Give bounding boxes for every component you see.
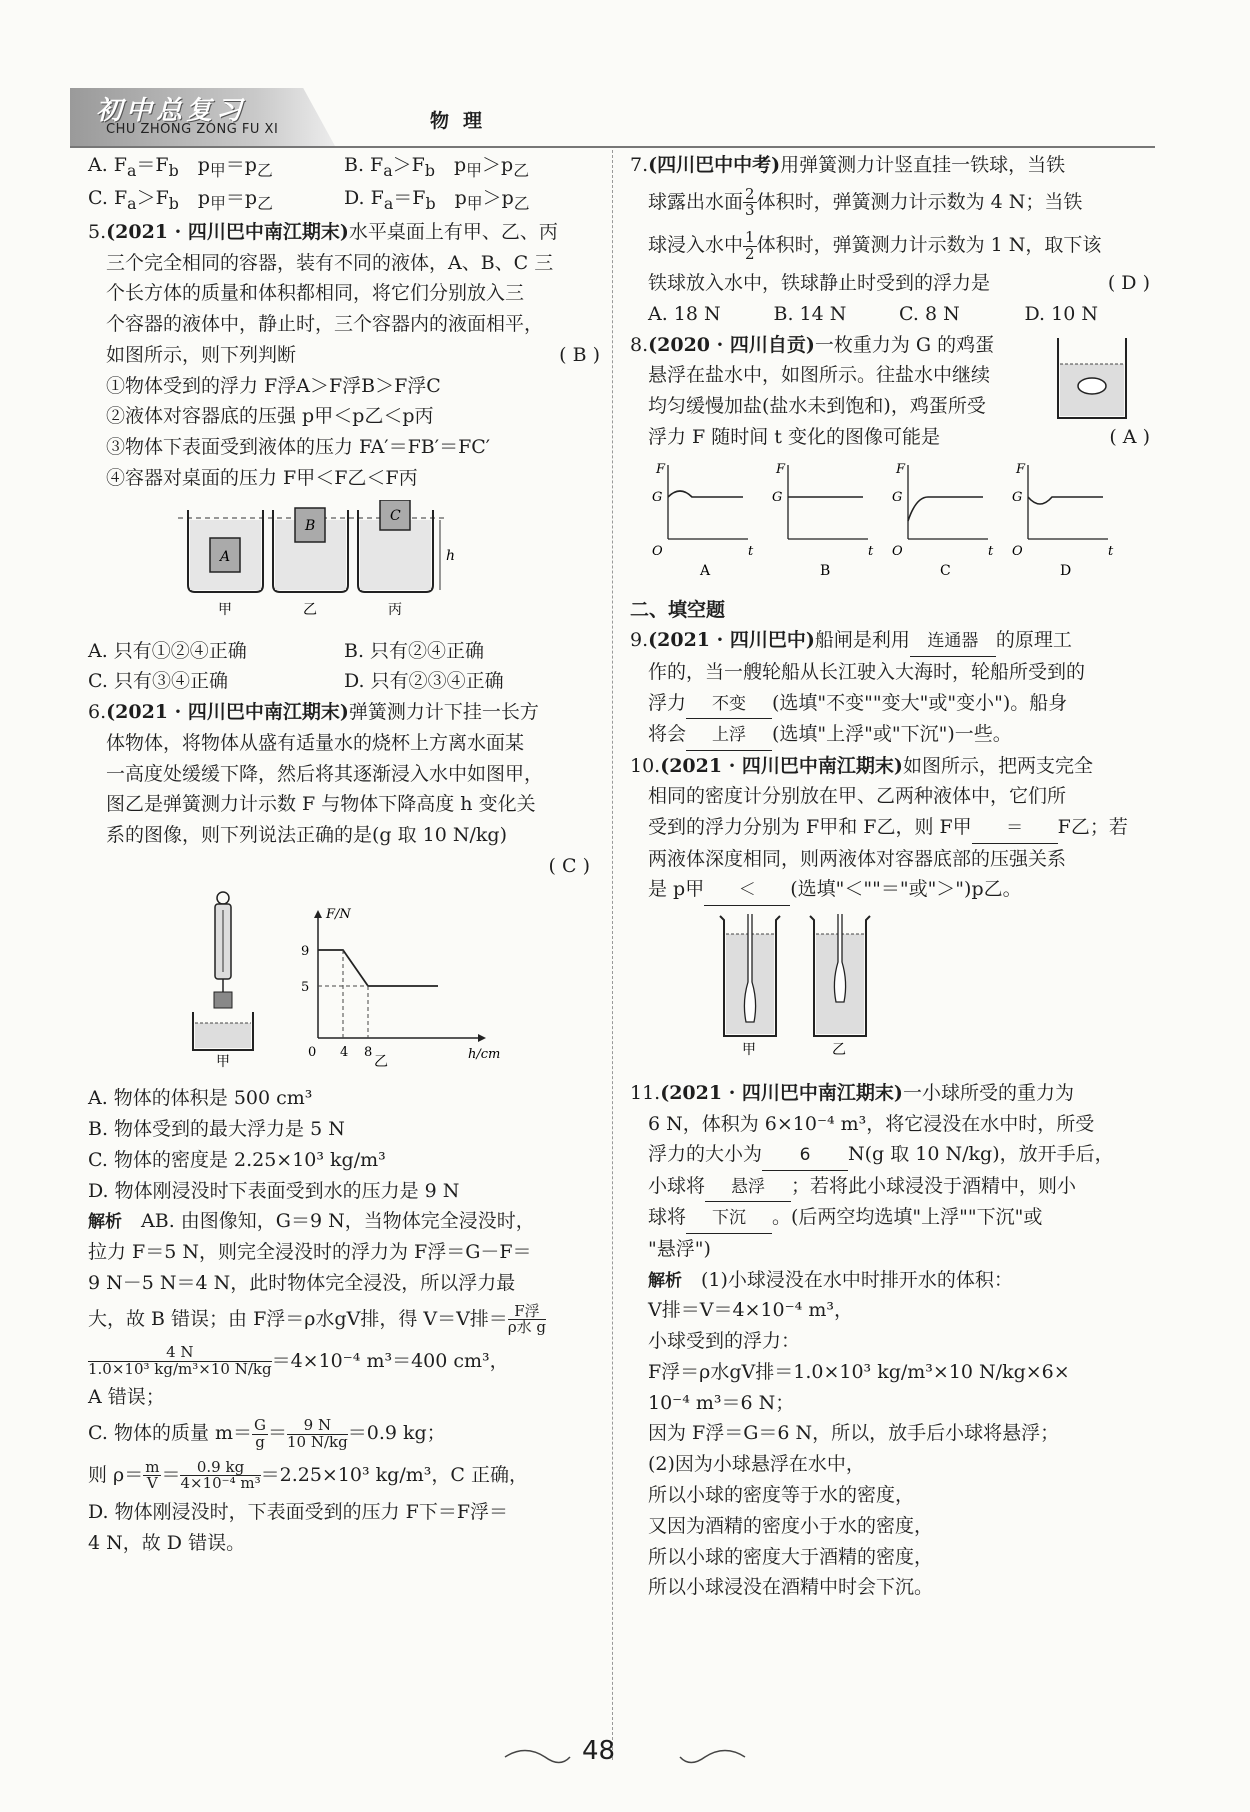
q6-beaker: [193, 1012, 253, 1050]
svg-text:C: C: [940, 562, 951, 579]
q6-line1: 6.(2021 · 四川巴中南江期末)弹簧测力计下挂一长方: [88, 701, 539, 724]
q11-jiexi-line9: 又因为酒精的密度小于水的密度，: [648, 1514, 934, 1537]
q6-jiexi-line2: 拉力 F＝5 N，则完全浸没时的浮力为 F浮＝G－F＝: [88, 1241, 532, 1264]
q11-jiexi-line3: 小球受到的浮力：: [648, 1330, 801, 1353]
q8-graph-a: [652, 462, 754, 579]
q5-container-yi: [273, 508, 348, 592]
q5-option-c: C. 只有③④正确: [88, 670, 228, 693]
svg-text:G: G: [1012, 489, 1023, 505]
svg-text:丙: 丙: [388, 601, 402, 618]
q8-line3: 均匀缓慢加盐(盐水未到饱和)，鸡蛋所受: [648, 395, 986, 418]
q6-jiexi-line3: 9 N－5 N＝4 N，此时物体完全浸没，所以浮力最: [88, 1272, 516, 1295]
q9-source: (2021 · 四川巴中): [648, 629, 815, 652]
q6-answer-line: [88, 851, 600, 882]
q11-jiexi-line11: 所以小球浸没在酒精中时会下沉。: [648, 1576, 934, 1599]
q6-line4: 图乙是弹簧测力计示数 F 与物体下降高度 h 变化关: [106, 793, 536, 816]
svg-text:5: 5: [301, 979, 310, 995]
q10-line3: 受到的浮力分别为 F甲和 F乙，则 F甲 ＝ F乙；若: [630, 812, 1150, 844]
column-divider: [612, 150, 613, 1760]
svg-text:A: A: [220, 548, 231, 565]
q5-statement-1: ①物体受到的浮力 F浮A＞F浮B＞F浮C: [106, 374, 441, 397]
q6-frac-rho: $\frac{m}{V}$: [145, 1457, 160, 1493]
q5-option-a: A. 只有①②④正确: [88, 639, 247, 662]
q6-block: [214, 992, 232, 1008]
q8-egg: [1078, 378, 1106, 394]
q6-jiexi-line8: 则 ρ＝ $\frac{m}{V}$ ＝ $\frac{0.9 kg}{\text{4×10⁻⁴ m³}}$ ＝2.25×10³ kg/m³，C 正确，: [88, 1457, 528, 1493]
q5-container-bing: [358, 500, 433, 592]
svg-text:B: B: [820, 562, 831, 579]
right-column: [630, 150, 1150, 1603]
q11-jiexi-line2: V排＝V＝4×10⁻⁴ m³，: [648, 1299, 853, 1322]
q6-diagram: [188, 888, 528, 1068]
q9-line3: 浮力 不变 (选填"不变""变大"或"变小")。船身: [630, 688, 1150, 720]
q6-jiexi-line9: D. 物体刚浸没时，下表面受到的压力 F下＝F浮＝: [88, 1500, 509, 1523]
svg-text:8: 8: [364, 1044, 373, 1060]
svg-text:B: B: [305, 517, 316, 534]
q10-line4: 两液体深度相同，则两液体对容器底部的压强关系: [648, 847, 1067, 870]
q11-jiexi-line6: 因为 F浮＝G＝6 N，所以，放手后小球将悬浮；: [648, 1422, 1060, 1445]
q6-frac-rho2: $\frac{0.9 kg}{\text{4×10⁻⁴ m³}}$: [180, 1457, 261, 1493]
q11-blank-2: 悬浮: [705, 1174, 791, 1203]
q8-answer: ( A ): [1109, 425, 1150, 448]
banner-title: 初中总复习: [96, 96, 247, 126]
q4-option-d: D. $F_a=F_b$ $p_甲>p_乙$: [344, 187, 530, 214]
q4-option-c: C. $F_a>F_b$ $p_甲=p_乙$: [88, 187, 273, 214]
q8-line4: 浮力 F 随时间 t 变化的图像可能是 ( A ): [630, 422, 1150, 453]
q6-line3: 一高度处缓缓下降，然后将其逐渐浸入水中如图甲，: [106, 762, 544, 785]
svg-text:乙: 乙: [374, 1053, 388, 1068]
svg-text:O: O: [1012, 543, 1023, 559]
svg-text:h: h: [446, 547, 456, 564]
svg-text:乙: 乙: [832, 1041, 846, 1058]
svg-text:t: t: [868, 543, 874, 559]
svg-text:O: O: [652, 543, 663, 559]
q11-jiexi-label: 解析: [648, 1270, 682, 1291]
section-fill-in-title: 二、填空题: [630, 598, 726, 621]
svg-text:G: G: [772, 489, 783, 505]
q6-option-a: A. 物体的体积是 500 cm³: [88, 1087, 313, 1110]
svg-text:F: F: [656, 461, 666, 477]
q5-answer: ( B ): [559, 343, 600, 366]
q11-line4: 小球将 悬浮 ；若将此小球浸没于酒精中，则小: [630, 1171, 1150, 1203]
q9-line4: 将会 上浮 (选填"上浮"或"下沉")一些。: [630, 719, 1150, 751]
q6-option-c: C. 物体的密度是 2.25×10³ kg/m³: [88, 1148, 386, 1171]
svg-text:t: t: [988, 543, 994, 559]
q8-graphs: [630, 459, 1150, 589]
q7-option-c: C. 8 N: [899, 302, 960, 325]
q6-line2: 体物体，将物体从盛有适量水的烧杯上方离水面某: [106, 731, 525, 754]
svg-text:甲: 甲: [742, 1041, 756, 1058]
svg-text:0: 0: [308, 1044, 317, 1060]
q7-option-d: D. 10 N: [1024, 302, 1098, 325]
q5-line3: 个长方体的质量和体积都相同，将它们分别放入三: [106, 282, 525, 305]
svg-text:乙: 乙: [303, 601, 317, 618]
footer-ornament: [500, 1742, 750, 1772]
q6-jiexi-line4: 大，故 B 错误；由 F浮＝ρ水gV排，得 V＝V排＝ $\frac{\text{F浮}}{\text{ρ水 g}}$: [88, 1301, 547, 1337]
q9-blank-3: 上浮: [686, 722, 772, 751]
q11-source: (2021 · 四川巴中南江期末): [660, 1081, 903, 1104]
q5-container-jia: [188, 510, 263, 592]
q5-options-row2: [88, 666, 600, 697]
q7-source: (四川巴中中考): [648, 154, 781, 176]
q7-line1: 7.(四川巴中中考)用弹簧测力计竖直挂一铁球，当铁: [630, 154, 1066, 176]
q6-jiexi-line6: A 错误；: [88, 1386, 165, 1409]
q10-figure: [630, 912, 1150, 1072]
svg-text:F/N: F/N: [326, 906, 351, 922]
q8-beaker-egg: [1052, 334, 1132, 424]
q5-line5: 如图所示，则下列判断 ( B ): [88, 340, 600, 371]
q9-line1: 9.(2021 · 四川巴中)船闸是利用 连通器 的原理工: [630, 625, 1150, 657]
q6-line5: 系的图像，则下列说法正确的是(g 取 10 N/kg): [106, 824, 507, 847]
q10-hydrometer-diagram: [710, 912, 910, 1062]
svg-text:甲: 甲: [218, 601, 232, 618]
left-column: [88, 150, 600, 1558]
svg-text:4: 4: [340, 1044, 349, 1060]
q11-jiexi-line4: F浮＝ρ水gV排＝1.0×10³ kg/m³×10 N/kg×6×: [648, 1360, 1070, 1383]
q5-statement-4: ④容器对桌面的压力 F甲＜F乙＜F丙: [106, 467, 418, 489]
svg-text:t: t: [1108, 543, 1114, 559]
q4-option-b: B. $F_a>F_b$ $p_甲>p_乙$: [344, 154, 530, 180]
q9-blank-1: 连通器: [910, 628, 996, 657]
q7-line2: 球露出水面 $\frac{2}{3}$ 体积时，弹簧测力计示数为 4 N；当铁: [648, 184, 1083, 220]
svg-text:O: O: [892, 543, 903, 559]
banner-subtitle: CHU ZHONG ZONG FU XI: [106, 122, 279, 137]
q8-line1: 8.(2020 · 四川自贡)一枚重力为 G 的鸡蛋: [630, 333, 995, 356]
q10-source: (2021 · 四川巴中南江期末): [660, 754, 903, 777]
q7-answer: ( D ): [1107, 272, 1150, 295]
q10-line1: 10.(2021 · 四川巴中南江期末)如图所示，把两支完全: [630, 754, 1093, 777]
q8-source: (2020 · 四川自贡): [648, 333, 815, 356]
q6-jiexi-line10: 4 N，故 D 错误。: [88, 1531, 246, 1554]
header-rule: [70, 146, 1155, 148]
q4-options-row1: [88, 150, 600, 183]
q8-graph-d: [1012, 462, 1114, 579]
svg-text:h/cm: h/cm: [468, 1046, 501, 1062]
svg-text:9: 9: [301, 943, 310, 959]
q5-statement-3: ③物体下表面受到液体的压力 FA′＝FB′＝FC′: [106, 436, 491, 459]
q8-graph-c: [892, 462, 994, 579]
q6-frac-fv: $\frac{\text{F浮}}{\text{ρ水 g}}$: [507, 1301, 547, 1337]
q11-line1: 11.(2021 · 四川巴中南江期末)一小球所受的重力为: [630, 1081, 1074, 1104]
q7-line4: 铁球放入水中，铁球静止时受到的浮力是 ( D ): [630, 268, 1150, 299]
q10-line5: 是 p甲 ＜ (选填"＜""＝"或"＞")p乙。: [630, 874, 1150, 906]
q11-line6: "悬浮"): [648, 1237, 711, 1260]
q5-statement-2: ②液体对容器底的压强 p甲＜p乙＜p丙: [106, 405, 434, 428]
q11-blank-3: 下沉: [686, 1205, 772, 1234]
q6-jiexi-line5: $\frac{4 N}{\text{1.0×10³ kg/m³×10 N/kg}}$ ＝4×10⁻⁴ m³＝400 cm³，: [88, 1343, 509, 1379]
svg-text:G: G: [652, 489, 663, 505]
q10-cylinder-jia: [720, 914, 780, 1058]
q9-line2: 作的，当一艘轮船从长江驶入大海时，轮船所受到的: [648, 660, 1086, 683]
q5-option-d: D. 只有②③④正确: [344, 670, 504, 693]
q5-figure: [88, 500, 600, 630]
q6-spring-scale: [214, 892, 232, 1008]
q7-frac-2-3: $\frac{2}{3}$: [745, 184, 755, 220]
q6-jiexi-label: 解析: [88, 1212, 122, 1233]
q6-frac-m: $\frac{G}{g}$: [254, 1415, 266, 1451]
q11-jiexi-line5: 10⁻⁴ m³＝6 N；: [648, 1391, 795, 1414]
svg-text:A: A: [700, 562, 711, 579]
q6-jiexi-line1: 解析 AB. 由图像知，G＝9 N，当物体完全浸没时，: [88, 1210, 535, 1233]
q8-block: [630, 330, 1150, 453]
svg-text:C: C: [390, 507, 401, 524]
q11-line5: 球将 下沉 。(后两空均选填"上浮""下沉"或: [630, 1202, 1150, 1234]
q4-options-row2: [88, 183, 600, 216]
q11-jiexi-line1: 解析 (1)小球浸没在水中时排开水的体积：: [648, 1268, 1013, 1291]
q6-graph-line: [318, 950, 438, 986]
q10-blank-1: ＝: [972, 815, 1058, 844]
q6-jiexi-line7: C. 物体的质量 m＝ $\frac{G}{g}$ ＝ $\frac{9 N}{10 N/kg}$ ＝0.9 kg；: [88, 1415, 446, 1451]
q5-option-b: B. 只有②④正确: [344, 639, 485, 662]
q6-answer: ( C ): [548, 854, 590, 877]
q7-options: [630, 299, 1150, 330]
q5-containers-diagram: [178, 500, 478, 620]
q5-line4: 个容器的液体中，静止时，三个容器内的液面相平，: [106, 313, 544, 336]
q7-option-a: A. 18 N: [648, 302, 721, 325]
svg-text:G: G: [892, 489, 903, 505]
q11-jiexi-line8: 所以小球的密度等于水的密度，: [648, 1484, 915, 1506]
q6-graph: [301, 907, 500, 1068]
q6-figure: [88, 888, 600, 1078]
q11-jiexi-line7: (2)因为小球悬浮在水中，: [648, 1453, 865, 1476]
q6-frac-m2: $\frac{9 N}{10 N/kg}$: [287, 1415, 348, 1451]
page-number: 48: [582, 1736, 616, 1766]
q8-graph-options: [638, 459, 1138, 579]
svg-text:F: F: [776, 461, 786, 477]
q6-frac-big: $\frac{4 N}{\text{1.0×10³ kg/m³×10 N/kg}}$: [88, 1343, 272, 1379]
q8-graph-b: [772, 462, 874, 579]
q7-line3: 球浸入水中 $\frac{1}{2}$ 体积时，弹簧测力计示数为 1 N，取下该: [648, 228, 1102, 263]
q11-line3: 浮力的大小为 6 N(g 取 10 N/kg)，放开手后，: [630, 1139, 1150, 1171]
q9-blank-2: 不变: [686, 691, 772, 720]
q10-line2: 相同的密度计分别放在甲、乙两种液体中，它们所: [648, 785, 1067, 808]
q11-blank-1: 6: [762, 1142, 848, 1171]
q6-option-d: D. 物体刚浸没时下表面受到水的压力是 9 N: [88, 1179, 460, 1202]
svg-text:F: F: [1016, 461, 1026, 477]
q6-source: (2021 · 四川巴中南江期末): [106, 701, 349, 724]
q5-line2: 三个完全相同的容器，装有不同的液体，A、B、C 三: [106, 251, 554, 274]
q11-jiexi-line10: 所以小球的密度大于酒精的密度，: [648, 1545, 934, 1568]
q7-option-b: B. 14 N: [773, 302, 847, 325]
q5-source: (2021 · 四川巴中南江期末): [106, 220, 349, 243]
q8-line2: 悬浮在盐水中，如图所示。往盐水中继续: [648, 364, 991, 387]
svg-text:D: D: [1060, 562, 1072, 579]
q7-frac-1-2: $\frac{1}{2}$: [745, 228, 755, 263]
q10-cylinder-yi: [810, 914, 870, 1058]
q5-line1: 5.(2021 · 四川巴中南江期末)水平桌面上有甲、乙、丙: [88, 220, 558, 243]
svg-text:t: t: [748, 543, 754, 559]
q6-option-b: B. 物体受到的最大浮力是 5 N: [88, 1118, 345, 1141]
svg-text:甲: 甲: [216, 1053, 230, 1068]
q5-options-row1: [88, 636, 600, 667]
q4-option-a: A. $F_a=F_b$ $p_甲=p_乙$: [88, 154, 273, 180]
q10-blank-2: ＜: [704, 877, 790, 906]
q11-line2: 6 N，体积为 6×10⁻⁴ m³，将它浸没在水中时，所受: [648, 1112, 1095, 1135]
svg-text:F: F: [896, 461, 906, 477]
subject-title: 物理: [430, 110, 497, 132]
